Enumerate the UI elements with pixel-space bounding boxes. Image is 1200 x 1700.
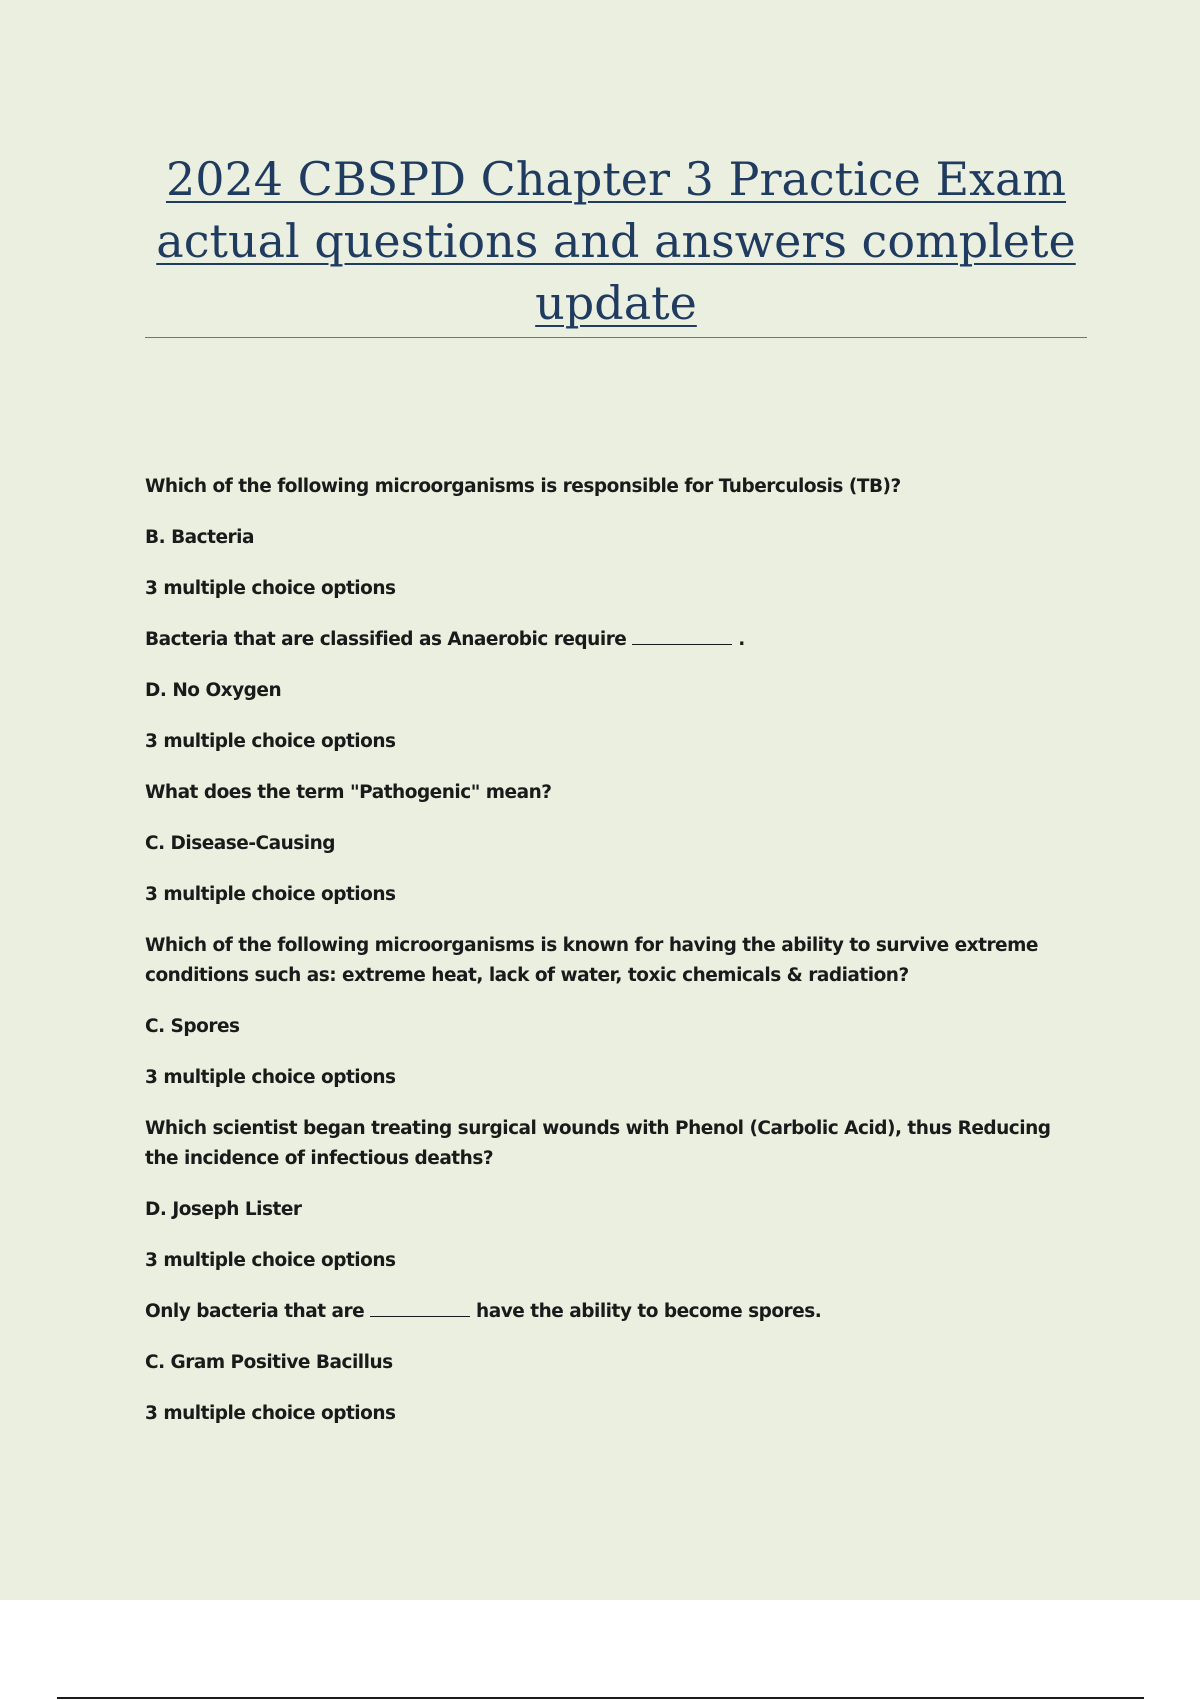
question-text-after-blank: . — [732, 629, 745, 650]
question-text: What does the term "Pathogenic" mean? — [145, 782, 552, 803]
question-text: Which scientist began treating surgical wounds with Phenol (Carbolic Acid), thus Reducing the incidence of infectious deaths? — [145, 1118, 1051, 1169]
question-text: Which of the following microorganisms is responsible for Tuberculosis (TB)? — [145, 476, 901, 497]
options-note: 3 multiple choice options — [145, 578, 396, 599]
answer-text: D. No Oxygen — [145, 680, 282, 701]
question-text-after-blank: have the ability to become spores. — [470, 1301, 822, 1322]
document-title — [145, 148, 1087, 334]
question-text — [145, 625, 1080, 655]
answer-text: C. Spores — [145, 1016, 240, 1037]
question-text: Which of the following microorganisms is known for having the ability to survive extreme conditions such as: extreme heat, lack of water, toxic chemicals & radiation? — [145, 935, 1038, 986]
options-note: 3 multiple choice options — [145, 731, 396, 752]
question-text-before-blank: Bacteria that are classified as Anaerobic require — [145, 629, 627, 650]
question-text — [145, 1297, 1080, 1327]
options-note: 3 multiple choice options — [145, 884, 396, 905]
title-line-3: update — [535, 276, 697, 330]
answer-text: D. Joseph Lister — [145, 1199, 302, 1220]
options-note: 3 multiple choice options — [145, 1403, 396, 1424]
title-line-1: 2024 CBSPD Chapter 3 Practice Exam — [165, 152, 1067, 206]
title-line-2: actual questions and answers complete — [156, 214, 1076, 268]
title-divider — [145, 337, 1087, 338]
answer-text: C. Disease-Causing — [145, 833, 336, 854]
answer-text: C. Gram Positive Bacillus — [145, 1352, 393, 1373]
answer-text: B. Bacteria — [145, 527, 254, 548]
fill-in-blank — [632, 627, 732, 645]
options-note: 3 multiple choice options — [145, 1250, 396, 1271]
footer-divider — [57, 1697, 1144, 1699]
options-note: 3 multiple choice options — [145, 1067, 396, 1088]
question-list — [145, 472, 1080, 1450]
fill-in-blank — [370, 1299, 470, 1317]
question-text-before-blank: Only bacteria that are — [145, 1301, 365, 1322]
